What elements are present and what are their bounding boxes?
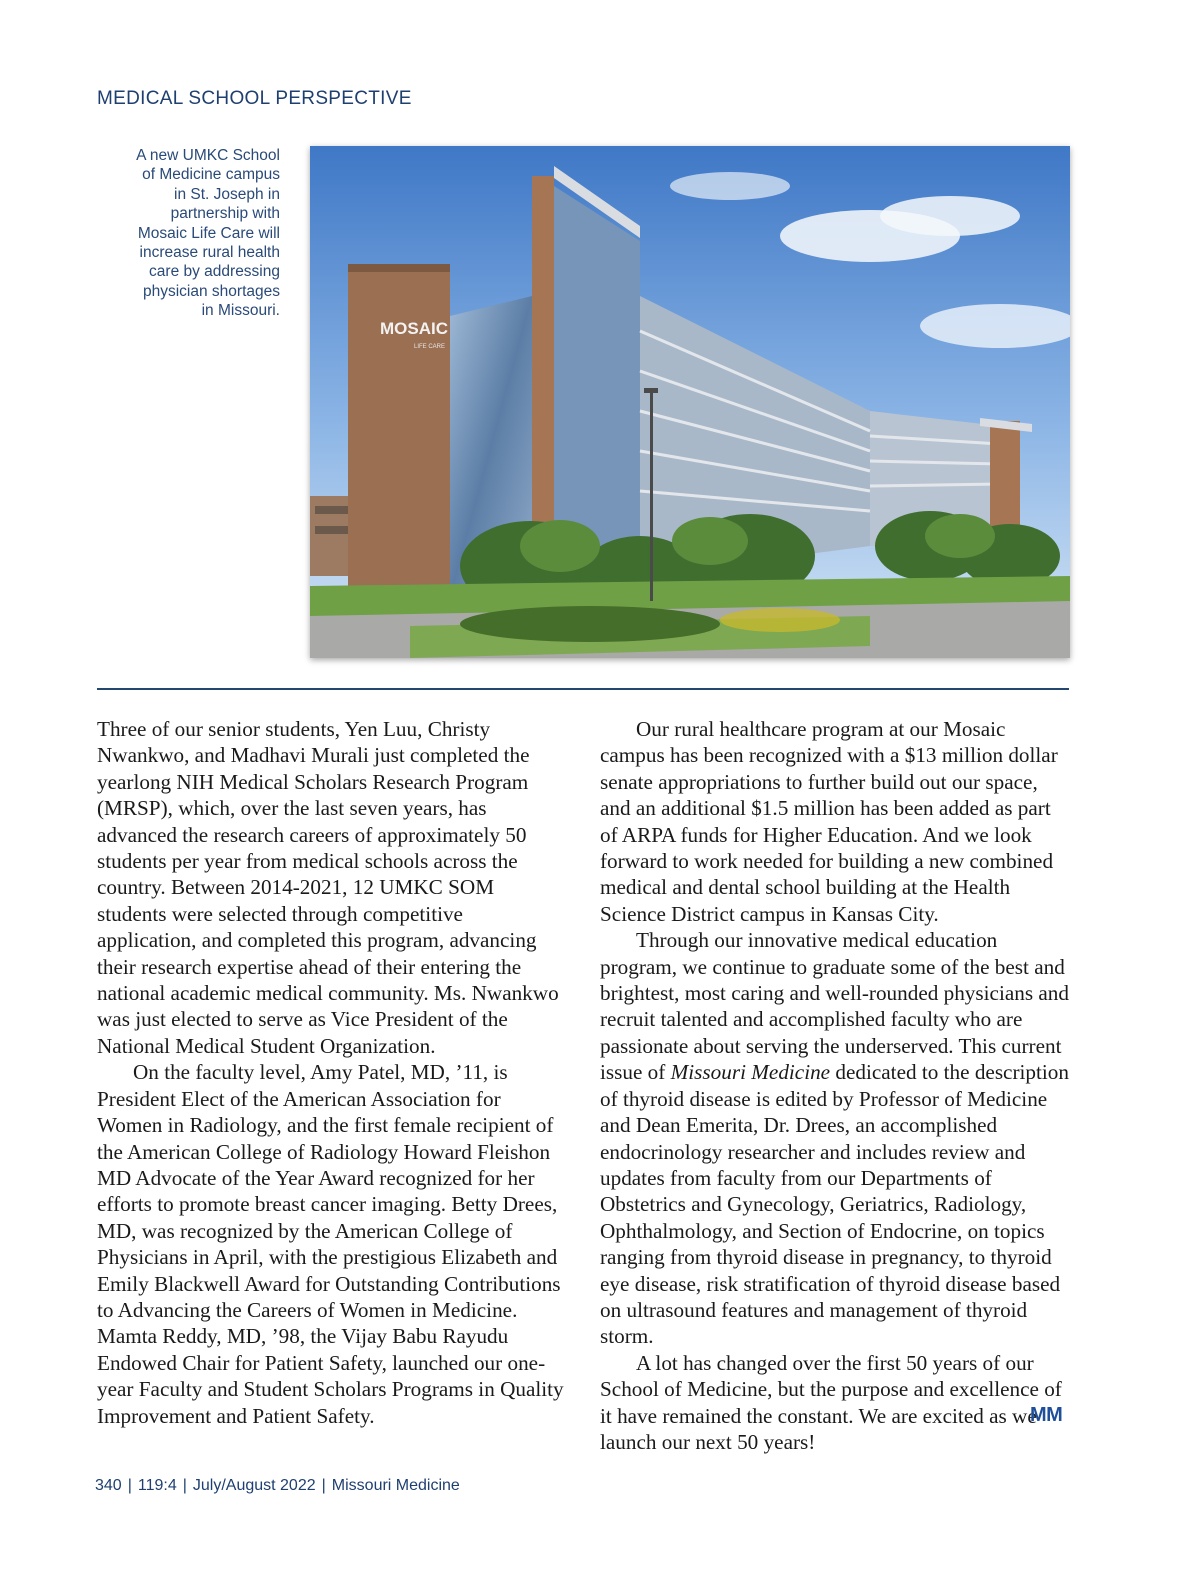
mosaic-sign: MOSAIC — [380, 319, 448, 338]
journal-title-italic: Missouri Medicine — [670, 1060, 831, 1085]
figure-caption: A new UMKC School of Medicine campus in St. Joseph in partnership with Mosaic Life Care will increase rural health care by addressing physician shortages in Missouri. — [136, 147, 280, 320]
journal-name: Missouri Medicine — [331, 1477, 460, 1494]
building-photo — [310, 146, 1070, 658]
volume-issue: 119:4 — [137, 1477, 177, 1494]
footer-separator: | — [321, 1477, 326, 1494]
mosaic-sign-sub: LIFE CARE — [414, 344, 446, 350]
footer-separator: | — [127, 1477, 132, 1494]
paragraph-education — [600, 927, 1070, 1350]
paragraph-education-text-2: dedicated to the description of thyroid disease is edited by Professor of Medicine and Dean Emerita, Dr. Drees, an accomplished endocrinology researcher and includes review and updates from faculty from our Departments of Obstetrics and Gynecology, Geriatrics, Radiology, Ophthalmology, and Section of Endocrine, on topics ranging from thyroid disease in pregnancy, to thyroid eye disease, risk stratification of thyroid disease based on ultrasound features and management of thyroid storm. — [600, 1060, 1069, 1349]
section-title: MEDICAL SCHOOL PERSPECTIVE — [97, 88, 412, 109]
article-left-column — [97, 716, 567, 1429]
paragraph-research-program: Three of our senior students, Yen Luu, Christy Nwankwo, and Madhavi Murali just completed the yearlong NIH Medical Scholars Research Program (MRSP), which, over the last seven years, has advanced the research careers of approximately 50 students per year from medical schools across the country. Between 2014-2021, 12 UMKC SOM students were selected through competitive application, and completed this program, advancing their research expertise ahead of their entering the national academic medical community. Ms. Nwankwo was just elected to serve as Vice President of the National Medical Student Organization. — [97, 717, 559, 1058]
issue-date: July/August 2022 — [192, 1477, 316, 1494]
footer-separator: | — [182, 1477, 187, 1494]
paragraph-education-text-1: Through our innovative medical education program, we continue to graduate some of the best and brightest, most caring and well-rounded physicians and recruit talented and accomplished faculty who are passionate about serving the underserved. This current issue of — [600, 928, 1069, 1085]
paragraph-faculty: On the faculty level, Amy Patel, MD, ’11, is President Elect of the American Association for Women in Radiology, and the first female recipient of the American College of Radiology Howard Fleishon MD Advocate of the Year Award recognized for her efforts to promote breast cancer imaging. Betty Drees, MD, was recognized by the American College of Physicians in April, with the prestigious Elizabeth and Emily Blackwell Award for Outstanding Contributions to Advancing the Careers of Women in Medicine. Mamta Reddy, MD, ’98, the Vijay Babu Rayudu Endowed Chair for Patient Safety, launched our one-year Faculty and Student Scholars Programs in Quality Improvement and Patient Safety. — [97, 1060, 564, 1428]
page-footer — [95, 1477, 460, 1495]
page-number: 340 — [95, 1477, 122, 1494]
article-right-column — [600, 716, 1070, 1455]
paragraph-rural-program: Our rural healthcare program at our Mosaic campus has been recognized with a $13 million dollar senate appropriations to further build out our space, and an additional $1.5 million has been added as part of ARPA funds for Higher Education. And we look forward to work needed for building a new combined medical and dental school building at the Health Science District campus in Kansas City. — [600, 717, 1058, 926]
paragraph-closing: A lot has changed over the first 50 years of our School of Medicine, but the purpose and excellence of it have remained the constant. We are excited as we launch our next 50 years! — [600, 1350, 1062, 1454]
section-divider — [97, 688, 1069, 690]
end-mark: MM — [1030, 1404, 1063, 1426]
